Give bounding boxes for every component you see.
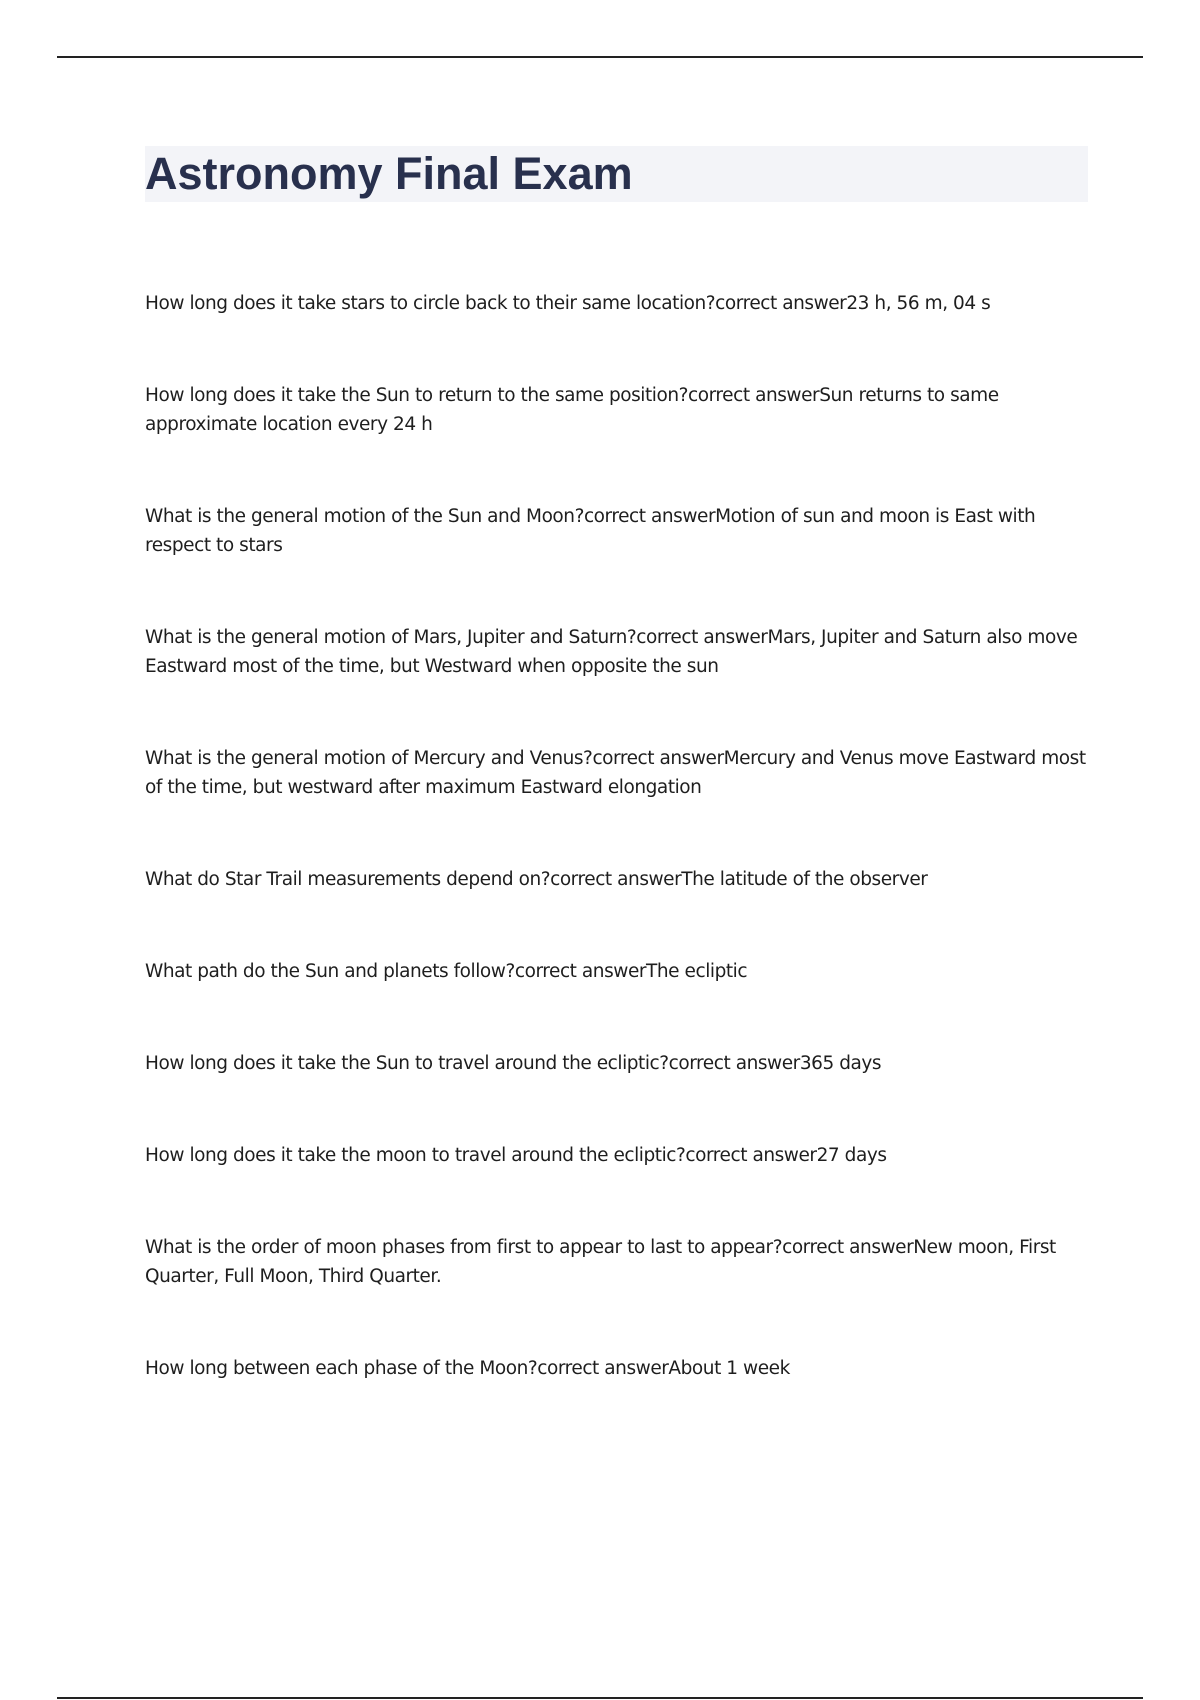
answer-marker: correct answer [668,1053,800,1074]
qa-item [145,865,1090,894]
question-text: How long does it take the moon to travel around the ecliptic? [145,1145,686,1166]
answer-text: 23 h, 56 m, 04 s [846,293,991,314]
answer-marker: correct answer [583,506,716,527]
question-text: What is the general motion of Mercury and Venus? [145,748,593,769]
document-title: Astronomy Final Exam [145,148,633,199]
answer-text: The latitude of the observer [681,869,928,890]
question-text: What is the general motion of the Sun and Moon? [145,506,584,527]
answer-text: Mars, Jupiter and Saturn also move Eastward most of the time, but Westward when opposite the sun [145,627,1078,677]
answer-marker: correct answer [685,1145,817,1166]
answer-text: Motion of sun and moon is East with respect to stars [145,506,1036,556]
qa-item [145,289,1090,318]
footer-rule [57,1697,1143,1699]
answer-marker: correct answer [688,385,820,406]
answer-text: New moon, First Quarter, Full Moon, Third Quarter. [145,1237,1056,1287]
answer-marker: correct answer [782,1237,914,1258]
qa-item [145,502,1090,560]
question-text: How long does it take the Sun to travel around the ecliptic? [145,1053,669,1074]
qa-item [145,623,1090,681]
answer-marker: correct answer [537,1358,669,1379]
question-text: How long between each phase of the Moon? [145,1358,538,1379]
question-text: How long does it take the Sun to return to the same position? [145,385,689,406]
question-text: What do Star Trail measurements depend on? [145,869,551,890]
answer-marker: correct answer [636,627,768,648]
answer-text: About 1 week [668,1358,790,1379]
question-text: What is the general motion of Mars, Jupiter and Saturn? [145,627,637,648]
question-text: How long does it take stars to circle back to their same location? [145,293,716,314]
answer-text: The ecliptic [646,961,748,982]
qa-item [145,744,1090,802]
answer-marker: correct answer [715,293,847,314]
header-rule [57,56,1143,58]
answer-text: Sun returns to same approximate location every 24 h [145,385,999,435]
qa-item [145,1233,1090,1291]
qa-item [145,957,1090,986]
qa-item [145,1049,1090,1078]
answer-marker: correct answer [550,869,682,890]
answer-text: 365 days [799,1053,882,1074]
qa-item [145,381,1090,439]
answer-marker: correct answer [514,961,647,982]
question-text: What path do the Sun and planets follow? [145,961,515,982]
question-list [145,289,1090,1446]
qa-item [145,1141,1090,1170]
answer-marker: correct answer [592,748,724,769]
question-text: What is the order of moon phases from first to appear to last to appear? [145,1237,783,1258]
qa-item [145,1354,1090,1383]
answer-text: 27 days [816,1145,887,1166]
answer-text: Mercury and Venus move Eastward most of the time, but westward after maximum Eastward elongation [145,748,1086,798]
